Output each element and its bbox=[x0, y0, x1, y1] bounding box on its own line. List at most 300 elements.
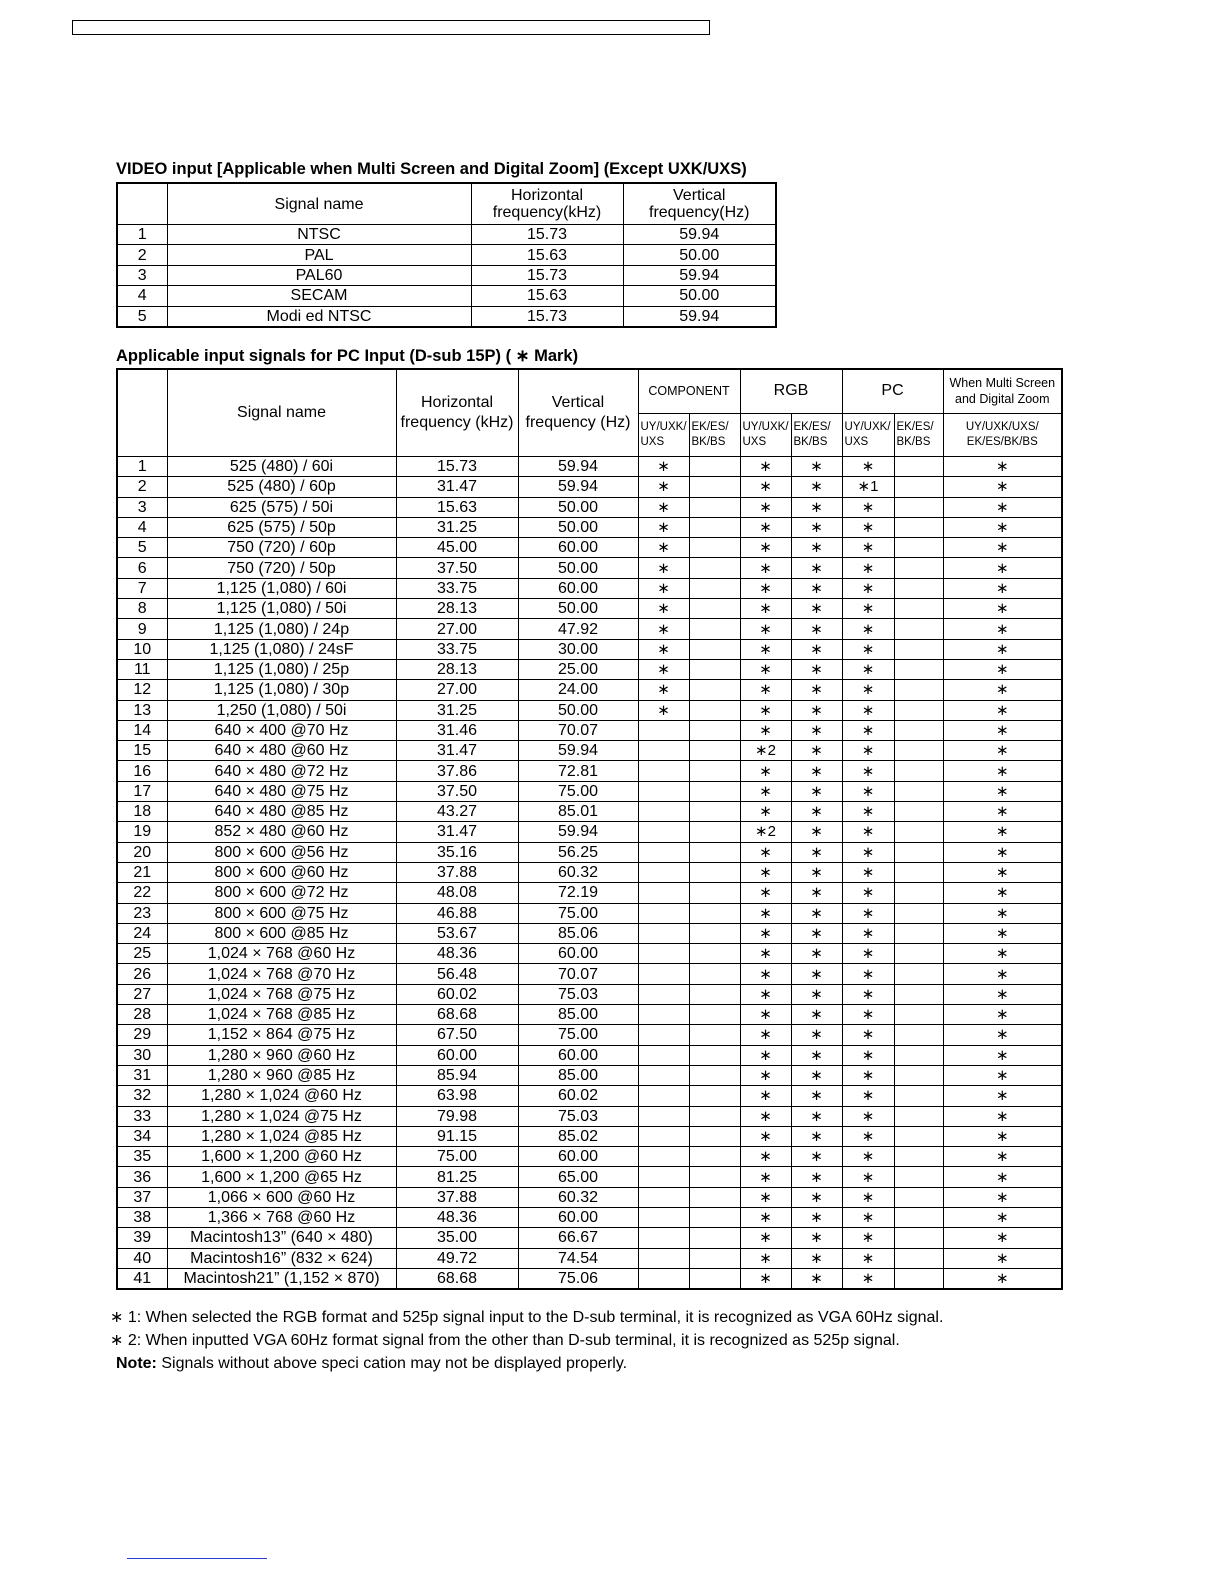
pc-ek-mark-cell bbox=[894, 680, 943, 700]
rgb-uy-mark-cell: ∗ bbox=[740, 538, 791, 558]
component-ek-mark-cell bbox=[689, 741, 740, 761]
component-uy-mark-cell bbox=[638, 883, 689, 903]
multi-screen-mark-cell: ∗ bbox=[943, 1065, 1062, 1085]
component-ek-mark-cell bbox=[689, 1147, 740, 1167]
component-uy-mark-cell bbox=[638, 1187, 689, 1207]
table-row bbox=[117, 1187, 1062, 1207]
vertical-frequency-cell: 59.94 bbox=[518, 822, 638, 842]
pc-ek-mark-cell bbox=[894, 862, 943, 882]
pc-uy-mark-cell: ∗ bbox=[842, 1187, 894, 1207]
horizontal-frequency-cell: 15.63 bbox=[471, 245, 623, 265]
rgb-ek-mark-cell: ∗ bbox=[791, 558, 842, 578]
component-uy-line1: UY/UXK/ bbox=[640, 420, 687, 433]
pc-ek-mark-cell bbox=[894, 741, 943, 761]
component-uy-mark-cell bbox=[638, 1126, 689, 1146]
multi-screen-mark-cell: ∗ bbox=[943, 1248, 1062, 1268]
multi-screen-mark-cell: ∗ bbox=[943, 842, 1062, 862]
vertical-frequency-cell: 59.94 bbox=[518, 457, 638, 477]
pc-horizontal-header bbox=[396, 369, 518, 457]
row-number-cell: 29 bbox=[117, 1025, 167, 1045]
row-number-cell: 4 bbox=[117, 517, 167, 537]
rgb-ek-mark-cell: ∗ bbox=[791, 497, 842, 517]
table-row bbox=[117, 477, 1062, 497]
horizontal-frequency-cell: 27.00 bbox=[396, 619, 518, 639]
vertical-frequency-cell: 30.00 bbox=[518, 639, 638, 659]
pc-ek-mark-cell bbox=[894, 1228, 943, 1248]
rgb-ek-line1: EK/ES/ bbox=[793, 420, 831, 433]
component-ek-mark-cell bbox=[689, 984, 740, 1004]
component-uy-mark-cell bbox=[638, 862, 689, 882]
multi-screen-mark-cell: ∗ bbox=[943, 944, 1062, 964]
component-ek-mark-cell bbox=[689, 538, 740, 558]
rgb-uy-mark-cell: ∗ bbox=[740, 903, 791, 923]
component-uy-line2: UXS bbox=[640, 435, 665, 448]
pc-uy-mark-cell: ∗ bbox=[842, 538, 894, 558]
pc-uy-mark-cell: ∗ bbox=[842, 457, 894, 477]
rgb-uy-mark-cell: ∗ bbox=[740, 1228, 791, 1248]
horizontal-frequency-cell: 31.47 bbox=[396, 822, 518, 842]
video-table-body bbox=[117, 225, 776, 327]
rgb-uy-mark-cell: ∗ bbox=[740, 517, 791, 537]
signal-name-cell: 800 × 600 @75 Hz bbox=[167, 903, 396, 923]
component-uy-mark-cell bbox=[638, 1268, 689, 1289]
rgb-uy-mark-cell: ∗ bbox=[740, 1147, 791, 1167]
vertical-frequency-cell: 75.00 bbox=[518, 903, 638, 923]
component-uy-mark-cell bbox=[638, 903, 689, 923]
footnotes bbox=[110, 1306, 943, 1375]
component-uy-mark-cell: ∗ bbox=[638, 700, 689, 720]
component-ek-mark-cell bbox=[689, 457, 740, 477]
signal-name-cell: 640 × 480 @60 Hz bbox=[167, 741, 396, 761]
horizontal-frequency-cell: 15.63 bbox=[471, 286, 623, 306]
table-row bbox=[117, 781, 1062, 801]
rgb-uy-mark-cell: ∗2 bbox=[740, 822, 791, 842]
rgb-ek-mark-cell: ∗ bbox=[791, 1025, 842, 1045]
signal-name-cell: Macintosh16” (832 × 624) bbox=[167, 1248, 396, 1268]
pc-ek-mark-cell bbox=[894, 1187, 943, 1207]
pc-ek-mark-cell bbox=[894, 1086, 943, 1106]
component-uy-mark-cell: ∗ bbox=[638, 599, 689, 619]
table-row bbox=[117, 286, 776, 306]
rgb-uy-mark-cell: ∗ bbox=[740, 883, 791, 903]
component-uy-mark-cell bbox=[638, 781, 689, 801]
rgb-ek-mark-cell: ∗ bbox=[791, 1207, 842, 1227]
rgb-ek-mark-cell: ∗ bbox=[791, 862, 842, 882]
component-uy-mark-cell bbox=[638, 1086, 689, 1106]
rgb-ek-mark-cell: ∗ bbox=[791, 619, 842, 639]
multi-screen-mark-cell: ∗ bbox=[943, 1167, 1062, 1187]
row-number-cell: 7 bbox=[117, 578, 167, 598]
horizontal-frequency-cell: 37.88 bbox=[396, 862, 518, 882]
horizontal-frequency-cell: 37.50 bbox=[396, 781, 518, 801]
row-number-cell: 3 bbox=[117, 265, 167, 285]
component-uy-mark-cell bbox=[638, 1147, 689, 1167]
pc-ek-mark-cell bbox=[894, 1025, 943, 1045]
pc-ek-mark-cell bbox=[894, 599, 943, 619]
table-row bbox=[117, 265, 776, 285]
signal-name-cell: 1,125 (1,080) / 25p bbox=[167, 659, 396, 679]
horizontal-frequency-cell: 27.00 bbox=[396, 680, 518, 700]
multi-screen-sub-line1: UY/UXK/UXS/ bbox=[965, 420, 1039, 433]
pc-ek-mark-cell bbox=[894, 517, 943, 537]
multi-screen-mark-cell: ∗ bbox=[943, 497, 1062, 517]
table-row bbox=[117, 457, 1062, 477]
pc-ek-mark-cell bbox=[894, 944, 943, 964]
component-uy-mark-cell: ∗ bbox=[638, 517, 689, 537]
pc-uy-mark-cell: ∗ bbox=[842, 558, 894, 578]
component-uy-mark-cell bbox=[638, 1248, 689, 1268]
rgb-ek-mark-cell: ∗ bbox=[791, 1228, 842, 1248]
table-row bbox=[117, 1147, 1062, 1167]
vertical-frequency-cell: 24.00 bbox=[518, 680, 638, 700]
note-label: Note: bbox=[116, 1355, 157, 1372]
multi-screen-header-line1: When Multi Screen bbox=[949, 376, 1056, 391]
signal-name-cell: 1,250 (1,080) / 50i bbox=[167, 700, 396, 720]
footnote-2: ∗ 2: When inputted VGA 60Hz format signal from the other than D-sub terminal, it is recognized as 525p signal. bbox=[110, 1332, 900, 1349]
horizontal-frequency-cell: 79.98 bbox=[396, 1106, 518, 1126]
component-ek-mark-cell bbox=[689, 720, 740, 740]
table-row bbox=[117, 923, 1062, 943]
vertical-frequency-cell: 72.81 bbox=[518, 761, 638, 781]
component-uy-mark-cell: ∗ bbox=[638, 477, 689, 497]
pc-header: PC bbox=[842, 369, 943, 413]
row-number-cell: 31 bbox=[117, 1065, 167, 1085]
pc-vertical-header-line2: frequency (Hz) bbox=[525, 414, 631, 431]
vertical-frequency-cell: 75.00 bbox=[518, 781, 638, 801]
row-number-cell: 25 bbox=[117, 944, 167, 964]
table-row bbox=[117, 883, 1062, 903]
signal-name-cell: 1,280 × 960 @85 Hz bbox=[167, 1065, 396, 1085]
pc-ek-subheader bbox=[894, 413, 943, 457]
component-uy-mark-cell bbox=[638, 720, 689, 740]
horizontal-frequency-cell: 63.98 bbox=[396, 1086, 518, 1106]
horizontal-frequency-cell: 68.68 bbox=[396, 1005, 518, 1025]
row-number-cell: 20 bbox=[117, 842, 167, 862]
table-row bbox=[117, 680, 1062, 700]
table-row bbox=[117, 1228, 1062, 1248]
pc-ek-mark-cell bbox=[894, 578, 943, 598]
rgb-uy-mark-cell: ∗2 bbox=[740, 741, 791, 761]
table-row bbox=[117, 903, 1062, 923]
signal-name-cell: 1,125 (1,080) / 50i bbox=[167, 599, 396, 619]
horizontal-frequency-cell: 15.73 bbox=[471, 265, 623, 285]
component-uy-mark-cell bbox=[638, 1106, 689, 1126]
rgb-ek-mark-cell: ∗ bbox=[791, 659, 842, 679]
table-row bbox=[117, 497, 1062, 517]
rgb-ek-mark-cell: ∗ bbox=[791, 741, 842, 761]
vertical-frequency-cell: 75.03 bbox=[518, 1106, 638, 1126]
rgb-ek-mark-cell: ∗ bbox=[791, 680, 842, 700]
pc-ek-mark-cell bbox=[894, 883, 943, 903]
signal-name-cell: 800 × 600 @85 Hz bbox=[167, 923, 396, 943]
multi-screen-mark-cell: ∗ bbox=[943, 862, 1062, 882]
pc-ek-mark-cell bbox=[894, 1045, 943, 1065]
pc-ek-mark-cell bbox=[894, 903, 943, 923]
rgb-ek-mark-cell: ∗ bbox=[791, 1147, 842, 1167]
rgb-uy-mark-cell: ∗ bbox=[740, 923, 791, 943]
signal-name-cell: 640 × 400 @70 Hz bbox=[167, 720, 396, 740]
pc-no-header bbox=[117, 369, 167, 457]
vertical-frequency-cell: 59.94 bbox=[518, 477, 638, 497]
vertical-frequency-cell: 47.92 bbox=[518, 619, 638, 639]
vertical-frequency-cell: 60.02 bbox=[518, 1086, 638, 1106]
table-row bbox=[117, 1126, 1062, 1146]
component-ek-subheader bbox=[689, 413, 740, 457]
vertical-frequency-cell: 50.00 bbox=[518, 517, 638, 537]
multi-screen-mark-cell: ∗ bbox=[943, 558, 1062, 578]
pc-ek-mark-cell bbox=[894, 720, 943, 740]
pc-uy-mark-cell: ∗ bbox=[842, 578, 894, 598]
pc-ek-mark-cell bbox=[894, 457, 943, 477]
signal-name-cell: Modi ed NTSC bbox=[167, 306, 471, 327]
multi-screen-mark-cell: ∗ bbox=[943, 517, 1062, 537]
pc-uy-mark-cell: ∗ bbox=[842, 984, 894, 1004]
row-number-cell: 32 bbox=[117, 1086, 167, 1106]
signal-name-cell: 1,280 × 960 @60 Hz bbox=[167, 1045, 396, 1065]
component-ek-mark-cell bbox=[689, 1248, 740, 1268]
multi-screen-mark-cell: ∗ bbox=[943, 802, 1062, 822]
horizontal-frequency-cell: 48.36 bbox=[396, 1207, 518, 1227]
multi-screen-mark-cell: ∗ bbox=[943, 923, 1062, 943]
pc-uy-mark-cell: ∗ bbox=[842, 842, 894, 862]
rgb-ek-mark-cell: ∗ bbox=[791, 700, 842, 720]
vertical-frequency-cell: 60.00 bbox=[518, 1045, 638, 1065]
pc-ek-mark-cell bbox=[894, 761, 943, 781]
component-uy-mark-cell: ∗ bbox=[638, 659, 689, 679]
component-ek-mark-cell bbox=[689, 781, 740, 801]
multi-screen-mark-cell: ∗ bbox=[943, 1187, 1062, 1207]
vertical-frequency-cell: 72.19 bbox=[518, 883, 638, 903]
pc-ek-mark-cell bbox=[894, 639, 943, 659]
table-row bbox=[117, 558, 1062, 578]
vertical-frequency-cell: 85.06 bbox=[518, 923, 638, 943]
rgb-uy-mark-cell: ∗ bbox=[740, 1187, 791, 1207]
component-ek-mark-cell bbox=[689, 923, 740, 943]
table-row bbox=[117, 984, 1062, 1004]
multi-screen-mark-cell: ∗ bbox=[943, 659, 1062, 679]
signal-name-cell: 852 × 480 @60 Hz bbox=[167, 822, 396, 842]
multi-screen-mark-cell: ∗ bbox=[943, 883, 1062, 903]
component-ek-mark-cell bbox=[689, 964, 740, 984]
component-uy-mark-cell bbox=[638, 1025, 689, 1045]
pc-ek-mark-cell bbox=[894, 822, 943, 842]
horizontal-frequency-cell: 81.25 bbox=[396, 1167, 518, 1187]
rgb-ek-mark-cell: ∗ bbox=[791, 517, 842, 537]
component-ek-mark-cell bbox=[689, 1126, 740, 1146]
pc-uy-mark-cell: ∗ bbox=[842, 1025, 894, 1045]
signal-name-cell: 1,280 × 1,024 @60 Hz bbox=[167, 1086, 396, 1106]
component-ek-mark-cell bbox=[689, 903, 740, 923]
rgb-uy-mark-cell: ∗ bbox=[740, 700, 791, 720]
rgb-uy-mark-cell: ∗ bbox=[740, 1248, 791, 1268]
signal-name-cell: 1,125 (1,080) / 60i bbox=[167, 578, 396, 598]
rgb-ek-mark-cell: ∗ bbox=[791, 822, 842, 842]
pc-ek-mark-cell bbox=[894, 538, 943, 558]
horizontal-frequency-cell: 45.00 bbox=[396, 538, 518, 558]
table-row bbox=[117, 1167, 1062, 1187]
rgb-ek-mark-cell: ∗ bbox=[791, 964, 842, 984]
signal-name-cell: 1,125 (1,080) / 24sF bbox=[167, 639, 396, 659]
component-ek-mark-cell bbox=[689, 1065, 740, 1085]
rgb-uy-mark-cell: ∗ bbox=[740, 1005, 791, 1025]
table-row bbox=[117, 225, 776, 245]
multi-screen-mark-cell: ∗ bbox=[943, 1126, 1062, 1146]
horizontal-frequency-cell: 37.50 bbox=[396, 558, 518, 578]
pc-ek-mark-cell bbox=[894, 1005, 943, 1025]
component-ek-mark-cell bbox=[689, 659, 740, 679]
row-number-cell: 1 bbox=[117, 457, 167, 477]
component-uy-mark-cell: ∗ bbox=[638, 619, 689, 639]
horizontal-frequency-cell: 35.16 bbox=[396, 842, 518, 862]
rgb-uy-mark-cell: ∗ bbox=[740, 680, 791, 700]
table-row bbox=[117, 720, 1062, 740]
vertical-frequency-cell: 70.07 bbox=[518, 720, 638, 740]
component-uy-mark-cell bbox=[638, 1045, 689, 1065]
component-uy-mark-cell: ∗ bbox=[638, 497, 689, 517]
pc-uy-mark-cell: ∗ bbox=[842, 1167, 894, 1187]
component-uy-mark-cell: ∗ bbox=[638, 538, 689, 558]
multi-screen-mark-cell: ∗ bbox=[943, 538, 1062, 558]
component-ek-mark-cell bbox=[689, 1207, 740, 1227]
pc-ek-mark-cell bbox=[894, 781, 943, 801]
pc-uy-mark-cell: ∗ bbox=[842, 1086, 894, 1106]
vertical-frequency-cell: 59.94 bbox=[518, 741, 638, 761]
component-uy-mark-cell: ∗ bbox=[638, 558, 689, 578]
horizontal-frequency-cell: 28.13 bbox=[396, 659, 518, 679]
multi-screen-mark-cell: ∗ bbox=[943, 822, 1062, 842]
rgb-ek-mark-cell: ∗ bbox=[791, 1126, 842, 1146]
table-row bbox=[117, 619, 1062, 639]
horizontal-frequency-cell: 85.94 bbox=[396, 1065, 518, 1085]
rgb-uy-mark-cell: ∗ bbox=[740, 1207, 791, 1227]
table-row bbox=[117, 1268, 1062, 1289]
signal-name-cell: 1,600 × 1,200 @65 Hz bbox=[167, 1167, 396, 1187]
component-uy-mark-cell bbox=[638, 984, 689, 1004]
component-ek-mark-cell bbox=[689, 842, 740, 862]
vertical-frequency-cell: 74.54 bbox=[518, 1248, 638, 1268]
rgb-uy-mark-cell: ∗ bbox=[740, 1065, 791, 1085]
vertical-frequency-cell: 50.00 bbox=[518, 497, 638, 517]
signal-name-cell: 800 × 600 @56 Hz bbox=[167, 842, 396, 862]
vertical-frequency-cell: 85.01 bbox=[518, 802, 638, 822]
pc-uy-mark-cell: ∗ bbox=[842, 497, 894, 517]
rgb-uy-mark-cell: ∗ bbox=[740, 497, 791, 517]
row-number-cell: 35 bbox=[117, 1147, 167, 1167]
row-number-cell: 5 bbox=[117, 538, 167, 558]
pc-uy-mark-cell: ∗ bbox=[842, 720, 894, 740]
rgb-uy-mark-cell: ∗ bbox=[740, 578, 791, 598]
row-number-cell: 16 bbox=[117, 761, 167, 781]
vertical-frequency-cell: 75.00 bbox=[518, 1025, 638, 1045]
signal-name-cell: 640 × 480 @85 Hz bbox=[167, 802, 396, 822]
horizontal-frequency-cell: 53.67 bbox=[396, 923, 518, 943]
pc-ek-mark-cell bbox=[894, 802, 943, 822]
pc-table-header-row-1 bbox=[117, 369, 1062, 413]
vertical-frequency-cell: 60.32 bbox=[518, 862, 638, 882]
rgb-uy-line1: UY/UXK/ bbox=[742, 420, 789, 433]
component-uy-mark-cell bbox=[638, 741, 689, 761]
video-no-header bbox=[117, 183, 167, 225]
horizontal-frequency-cell: 31.47 bbox=[396, 477, 518, 497]
pc-ek-mark-cell bbox=[894, 1065, 943, 1085]
vertical-frequency-cell: 25.00 bbox=[518, 659, 638, 679]
video-signal-name-header: Signal name bbox=[167, 183, 471, 225]
pc-uy-mark-cell: ∗ bbox=[842, 944, 894, 964]
horizontal-frequency-cell: 60.00 bbox=[396, 1045, 518, 1065]
table-row bbox=[117, 659, 1062, 679]
row-number-cell: 24 bbox=[117, 923, 167, 943]
pc-uy-mark-cell: ∗ bbox=[842, 923, 894, 943]
pc-uy-mark-cell: ∗ bbox=[842, 1147, 894, 1167]
pc-ek-mark-cell bbox=[894, 700, 943, 720]
pc-uy-mark-cell: ∗ bbox=[842, 1228, 894, 1248]
row-number-cell: 22 bbox=[117, 883, 167, 903]
rgb-ek-mark-cell: ∗ bbox=[791, 639, 842, 659]
rgb-uy-mark-cell: ∗ bbox=[740, 1268, 791, 1289]
pc-horizontal-header-line1: Horizontal bbox=[420, 394, 494, 411]
pc-uy-mark-cell: ∗ bbox=[842, 862, 894, 882]
vertical-frequency-cell: 60.00 bbox=[518, 538, 638, 558]
rgb-ek-mark-cell: ∗ bbox=[791, 883, 842, 903]
horizontal-frequency-cell: 15.73 bbox=[471, 225, 623, 245]
multi-screen-mark-cell: ∗ bbox=[943, 781, 1062, 801]
footnote-1: ∗ 1: When selected the RGB format and 525p signal input to the D-sub terminal, it is recognized as VGA 60Hz signal. bbox=[110, 1309, 944, 1326]
signal-name-cell: PAL60 bbox=[167, 265, 471, 285]
rgb-uy-mark-cell: ∗ bbox=[740, 639, 791, 659]
rgb-uy-mark-cell: ∗ bbox=[740, 964, 791, 984]
component-header: COMPONENT bbox=[638, 369, 740, 413]
component-ek-mark-cell bbox=[689, 619, 740, 639]
signal-name-cell: 625 (575) / 50i bbox=[167, 497, 396, 517]
pc-uy-subheader bbox=[842, 413, 894, 457]
row-number-cell: 8 bbox=[117, 599, 167, 619]
pc-uy-mark-cell: ∗ bbox=[842, 599, 894, 619]
vertical-frequency-cell: 50.00 bbox=[623, 286, 776, 306]
rgb-ek-mark-cell: ∗ bbox=[791, 720, 842, 740]
table-row bbox=[117, 1065, 1062, 1085]
rgb-ek-mark-cell: ∗ bbox=[791, 1167, 842, 1187]
row-number-cell: 21 bbox=[117, 862, 167, 882]
component-ek-mark-cell bbox=[689, 700, 740, 720]
horizontal-frequency-cell: 31.46 bbox=[396, 720, 518, 740]
component-ek-mark-cell bbox=[689, 1106, 740, 1126]
rgb-ek-mark-cell: ∗ bbox=[791, 457, 842, 477]
component-ek-mark-cell bbox=[689, 802, 740, 822]
component-uy-mark-cell bbox=[638, 1207, 689, 1227]
component-uy-mark-cell bbox=[638, 923, 689, 943]
table-row bbox=[117, 964, 1062, 984]
rgb-uy-mark-cell: ∗ bbox=[740, 1045, 791, 1065]
table-row bbox=[117, 578, 1062, 598]
rgb-uy-mark-cell: ∗ bbox=[740, 599, 791, 619]
pc-uy-mark-cell: ∗ bbox=[842, 741, 894, 761]
pc-uy-line2: UXS bbox=[844, 435, 869, 448]
component-ek-mark-cell bbox=[689, 1005, 740, 1025]
row-number-cell: 33 bbox=[117, 1106, 167, 1126]
row-number-cell: 1 bbox=[117, 225, 167, 245]
horizontal-frequency-cell: 48.36 bbox=[396, 944, 518, 964]
vertical-frequency-cell: 50.00 bbox=[623, 245, 776, 265]
component-ek-mark-cell bbox=[689, 822, 740, 842]
rgb-ek-mark-cell: ∗ bbox=[791, 477, 842, 497]
row-number-cell: 12 bbox=[117, 680, 167, 700]
rgb-ek-mark-cell: ∗ bbox=[791, 984, 842, 1004]
pc-uy-mark-cell: ∗ bbox=[842, 761, 894, 781]
horizontal-frequency-cell: 67.50 bbox=[396, 1025, 518, 1045]
component-ek-mark-cell bbox=[689, 862, 740, 882]
component-uy-mark-cell bbox=[638, 964, 689, 984]
multi-screen-mark-cell: ∗ bbox=[943, 700, 1062, 720]
